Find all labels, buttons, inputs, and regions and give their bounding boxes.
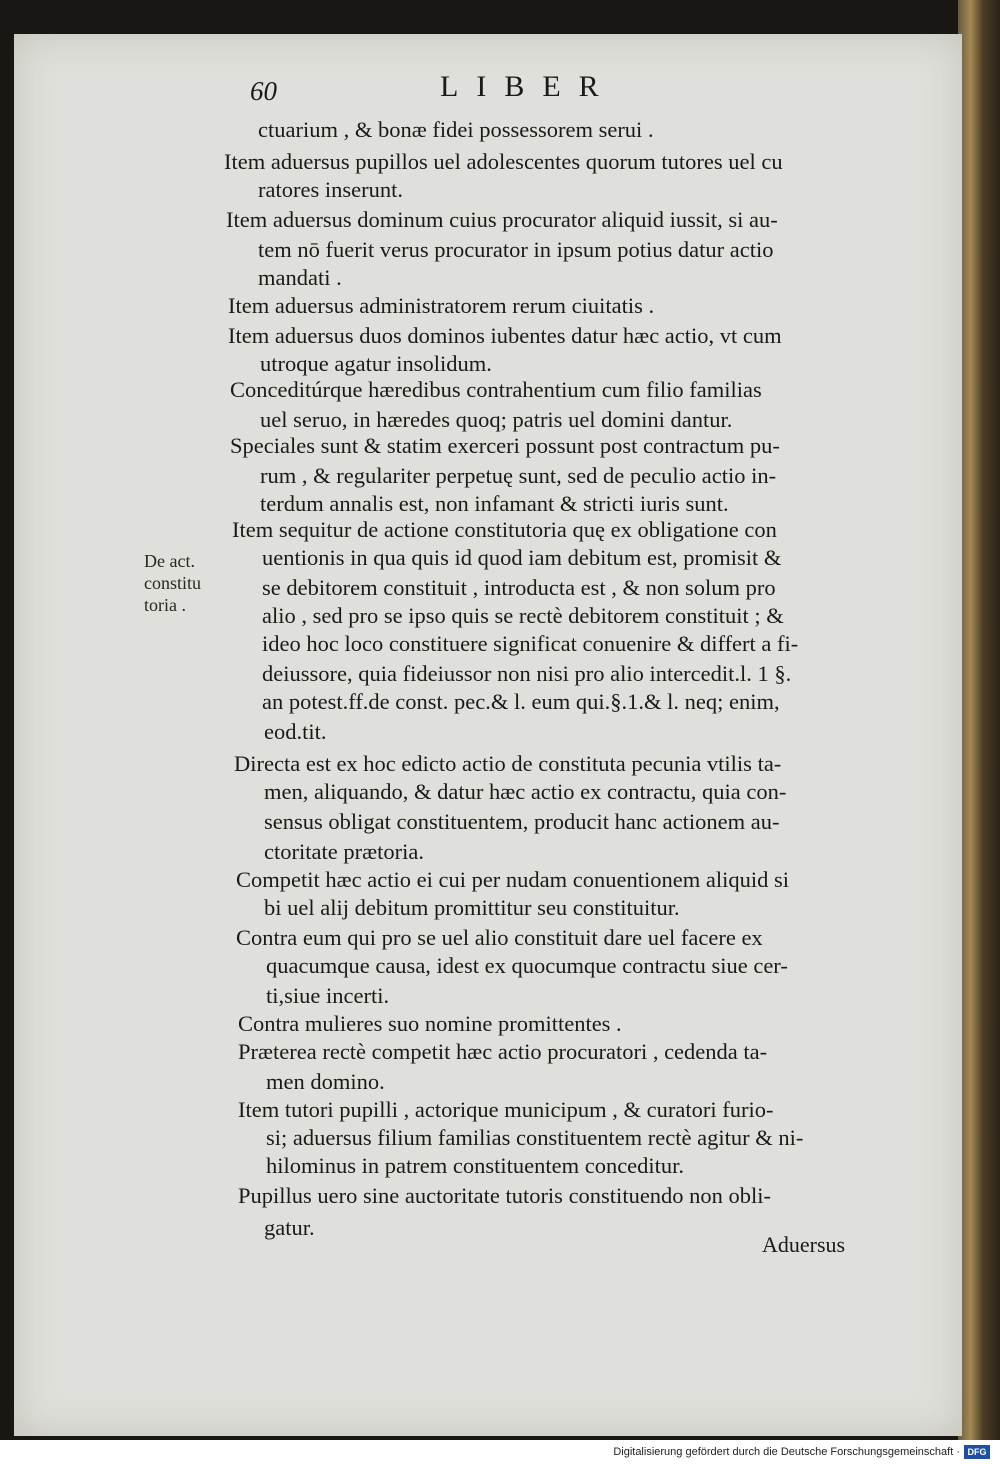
catchword: Aduersus	[762, 1232, 846, 1257]
text-line: uel seruo, in hæredes quoq; patris uel domini dantur.	[260, 407, 733, 432]
text-line: Item sequitur de actione constitutoria quę ex obligatione con	[232, 517, 777, 542]
text-line: an potest.ff.de const. pec.& l. eum qui.§.1.& l. neq; enim,	[262, 689, 780, 714]
text-line: Competit hæc actio ei cui per nudam conuentionem aliquid si	[236, 867, 789, 892]
text-line: uentionis in qua quis id quod iam debitum est, promisit &	[262, 545, 782, 570]
text-line: ideo hoc loco constituere significat conuenire & differt a fi-	[262, 631, 799, 656]
marginal-note-line: constitu	[144, 573, 201, 593]
text-line: Contra mulieres suo nomine promittentes .	[238, 1011, 622, 1036]
dfg-logo-icon: DFG	[964, 1445, 990, 1459]
text-line: men, aliquando, & datur hæc actio ex contractu, quia con-	[264, 779, 787, 804]
text-line: Pupillus uero sine auctoritate tutoris constituendo non obli-	[238, 1183, 772, 1208]
text-line: Directa est ex hoc edicto actio de constituta pecunia vtilis ta-	[234, 751, 782, 776]
text-line: terdum annalis est, non infamant & stricti iuris sunt.	[260, 491, 729, 516]
text-line: alio , sed pro se ipso quis se rectè debitorem constituit ; &	[262, 603, 784, 628]
text-line: si; aduersus filium familias constituentem rectè agitur & ni-	[266, 1125, 804, 1150]
text-line: se debitorem constituit , introducta est , & non solum pro	[262, 575, 776, 600]
text-line: Contra eum qui pro se uel alio constituit dare uel facere ex	[236, 925, 763, 950]
funding-credit: Digitalisierung gefördert durch die Deutsche Forschungsgemeinschaft ·	[613, 1446, 960, 1458]
text-line: Item aduersus pupillos uel adolescentes quorum tutores uel cu	[224, 149, 783, 174]
text-line: Item tutori pupilli , actorique municipum , & curatori furio-	[238, 1097, 774, 1122]
text-line: Item aduersus dominum cuius procurator aliquid iussit, si au-	[226, 207, 778, 232]
text-line: rum , & regulariter perpetuę sunt, sed de peculio actio in-	[260, 463, 777, 488]
text-line: men domino.	[266, 1069, 385, 1094]
text-line: deiussore, quia fideiussor non nisi pro alio intercedit.l. 1 §.	[262, 661, 792, 686]
running-title: LIBER	[440, 70, 617, 103]
text-line: ratores inserunt.	[258, 177, 403, 202]
text-line: bi uel alij debitum promittitur seu constituitur.	[264, 895, 680, 920]
book-edge	[958, 0, 1000, 1440]
text-line: Præterea rectè competit hæc actio procuratori , cedenda ta-	[238, 1039, 768, 1064]
text-line: sensus obligat constituentem, producit hanc actionem au-	[264, 809, 780, 834]
text-line: ctuarium , & bonæ fidei possessorem serui .	[258, 117, 654, 142]
page-number: 60	[250, 76, 277, 106]
text-line: mandati .	[258, 265, 342, 290]
text-line: quacumque causa, idest ex quocumque contractu siue cer-	[266, 953, 788, 978]
text-line: Speciales sunt & statim exerceri possunt post contractum pu-	[230, 433, 780, 458]
text-line: gatur.	[264, 1215, 315, 1240]
text-line: eod.tit.	[264, 719, 327, 744]
text-line: utroque agatur insolidum.	[260, 351, 492, 376]
marginal-note-line: toria .	[144, 595, 186, 615]
text-line: ctoritate prætoria.	[264, 839, 424, 864]
text-line: Conceditúrque hæredibus contrahentium cum filio familias	[230, 377, 762, 402]
text-line: hilominus in patrem constituentem conceditur.	[266, 1153, 685, 1178]
text-line: Item aduersus duos dominos iubentes datur hæc actio, vt cum	[228, 323, 782, 348]
text-line: tem nō fuerit verus procurator in ipsum potius datur actio	[258, 237, 774, 262]
marginal-note-line: De act.	[144, 551, 195, 571]
text-line: Item aduersus administratorem rerum ciuitatis .	[228, 293, 655, 318]
text-line: ti,siue incerti.	[266, 983, 390, 1008]
